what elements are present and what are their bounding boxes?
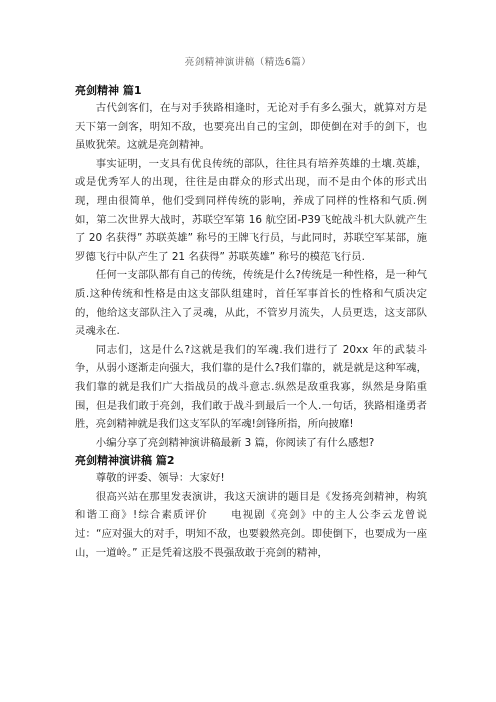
paragraph: 小编分享了亮剑精神演讲稿最新 3 篇，你阅读了有什么感想? [95,436,375,449]
document-title: 亮剑精神演讲稿（精选6篇） [184,57,312,68]
paragraph: 很高兴站在那里发表演讲，我这天演讲的题目是《发扬亮剑精神，构筑和谐工商》!综合素质评价 电视剧《亮剑》中的主人公李云龙曾说过：“应对强大的对手，明知不敌，也要毅然亮剑。即使倒下，也要成为一座山，一道岭。” 正是凭着这股不畏强敌敢于亮剑的精神， [75,490,427,559]
paragraph: 尊敬的评委、领导：大家好! [95,472,225,485]
document-body [75,82,427,562]
paragraph: 同志们，这是什么?这就是我们的军魂.我们进行了 20xx 年的武装斗争，从弱小逐渐走向强大，我们靠的是什么?我们靠的，就是就是这种军魂，我们靠的就是我们广大指战员的战斗意志.纵然是敌重我寡，纵然是身陷重围，但是我们敢于亮剑，我们敢于战斗到最后一个人.一句话，狭路相逢勇者胜，亮剑精神就是我们这支军队的军魂!剑锋所指，所向披靡! [75,343,427,431]
section-heading-2: 亮剑精神演讲稿 篇2 [75,454,175,468]
section-heading-1: 亮剑精神 篇1 [75,84,142,97]
paragraph: 任何一支部队都有自己的传统，传统是什么?传统是一种性格，是一种气质.这种传统和性格是由这支部队组建时，首任军事首长的性格和气质决定的，他给这支部队注入了灵魂，从此，不管岁月流失，人员更迭，这支部队灵魂永在. [75,269,427,338]
paragraph: 古代剑客们，在与对手狭路相逢时，无论对手有多么强大，就算对方是天下第一剑客，明知不敌，也要亮出自己的宝剑，即使倒在对手的剑下，也虽败犹荣。这就是亮剑精神。 [75,102,427,152]
paragraph: 事实证明，一支具有优良传统的部队，往往具有培养英雄的土壤.英雄，或是优秀军人的出现，往往是由群众的形式出现，而不是由个体的形式出现，理由很简单，他们受到同样传统的影响，养成了同样的性格和气质.例如，第二次世界大战时，苏联空军第 16 航空团-P39飞蛇战斗机大队就产生了 20 名获得” 苏联英雄” 称号的王牌飞行员，与此同时，苏联空军某部，施罗德飞行中队产生了 21 名获得” 苏联英雄” 称号的模范飞行员. [75,157,427,263]
